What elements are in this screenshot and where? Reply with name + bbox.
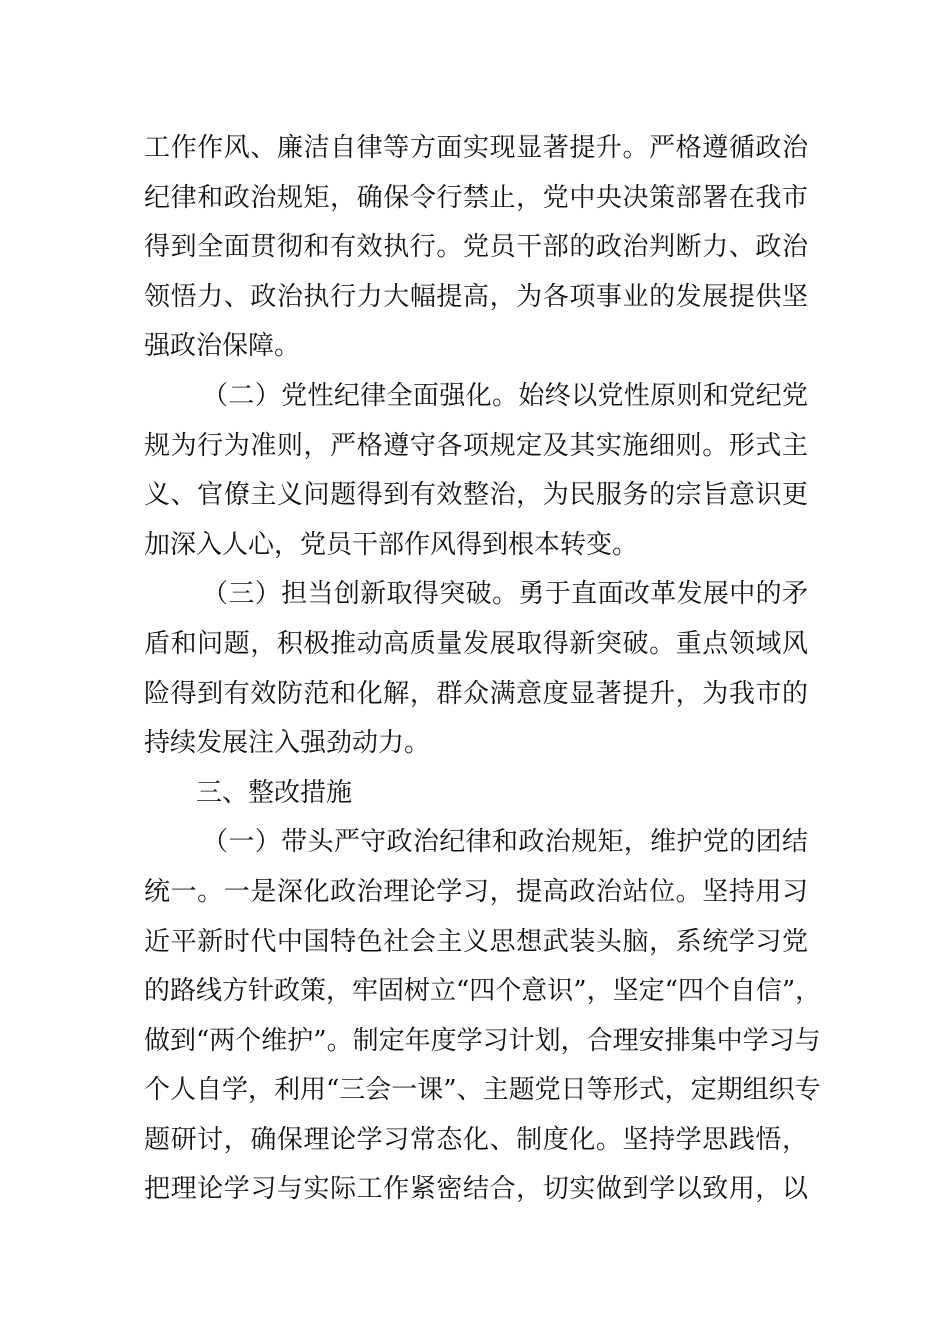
text-line: 强政治保障。 [144,331,301,362]
text-line: 纪律和政治规矩，确保令行禁止，党中央决策部署在我市 [144,182,808,213]
text-line: 险得到有效防范和化解，群众满意度显著提升，为我市的 [144,678,808,709]
text-line: 加深入人心，党员干部作风得到根本转变。 [144,529,639,560]
text-line: 工作作风、廉洁自律等方面实现显著提升。严格遵循政治 [144,133,808,163]
text-line: 个人自学，利用“三会一课”、主题党日等形式，定期组织专 [144,1075,821,1106]
document-body [144,124,822,1215]
text-line: （一）带头严守政治纪律和政治规矩，维护党的团结 [202,827,808,858]
text-line: 持续发展注入强劲动力。 [144,728,431,759]
text-line: （二）党性纪律全面强化。始终以党性原则和党纪党 [202,380,808,411]
text-line: 题研讨，确保理论学习常态化、制度化。坚持学思践悟， [144,1124,808,1155]
paragraph-political-results [144,124,808,372]
text-line: 近平新时代中国特色社会主义思想武装头脑，系统学习党 [144,926,808,957]
paragraph-innovation [144,570,808,768]
text-line: （三）担当创新取得突破。勇于直面改革发展中的矛 [202,579,808,610]
text-line: 盾和问题，积极推动高质量发展取得新突破。重点领域风 [144,628,808,659]
paragraph-measures [144,818,822,1215]
section-heading [144,769,808,819]
text-line: 统一。一是深化政治理论学习，提高政治站位。坚持用习 [144,876,808,907]
text-line: 做到“两个维护”。制定年度学习计划，合理安排集中学习与 [144,1025,821,1056]
text-line: 规为行为准则，严格遵守各项规定及其实施细则。形式主 [144,430,808,461]
text-line: 把理论学习与实际工作紧密结合，切实做到学以致用，以 [144,1174,808,1205]
text-line: 得到全面贯彻和有效执行。党员干部的政治判断力、政治 [144,232,808,263]
text-line: 的路线方针政策，牢固树立“四个意识”，坚定“四个自信”， [144,976,822,1007]
text-line: 义、官僚主义问题得到有效整治，为民服务的宗旨意识更 [144,480,808,511]
text-line: 领悟力、政治执行力大幅提高，为各项事业的发展提供坚 [144,281,808,312]
paragraph-party-discipline [144,372,808,570]
section-heading-text: 三、整改措施 [196,777,353,808]
